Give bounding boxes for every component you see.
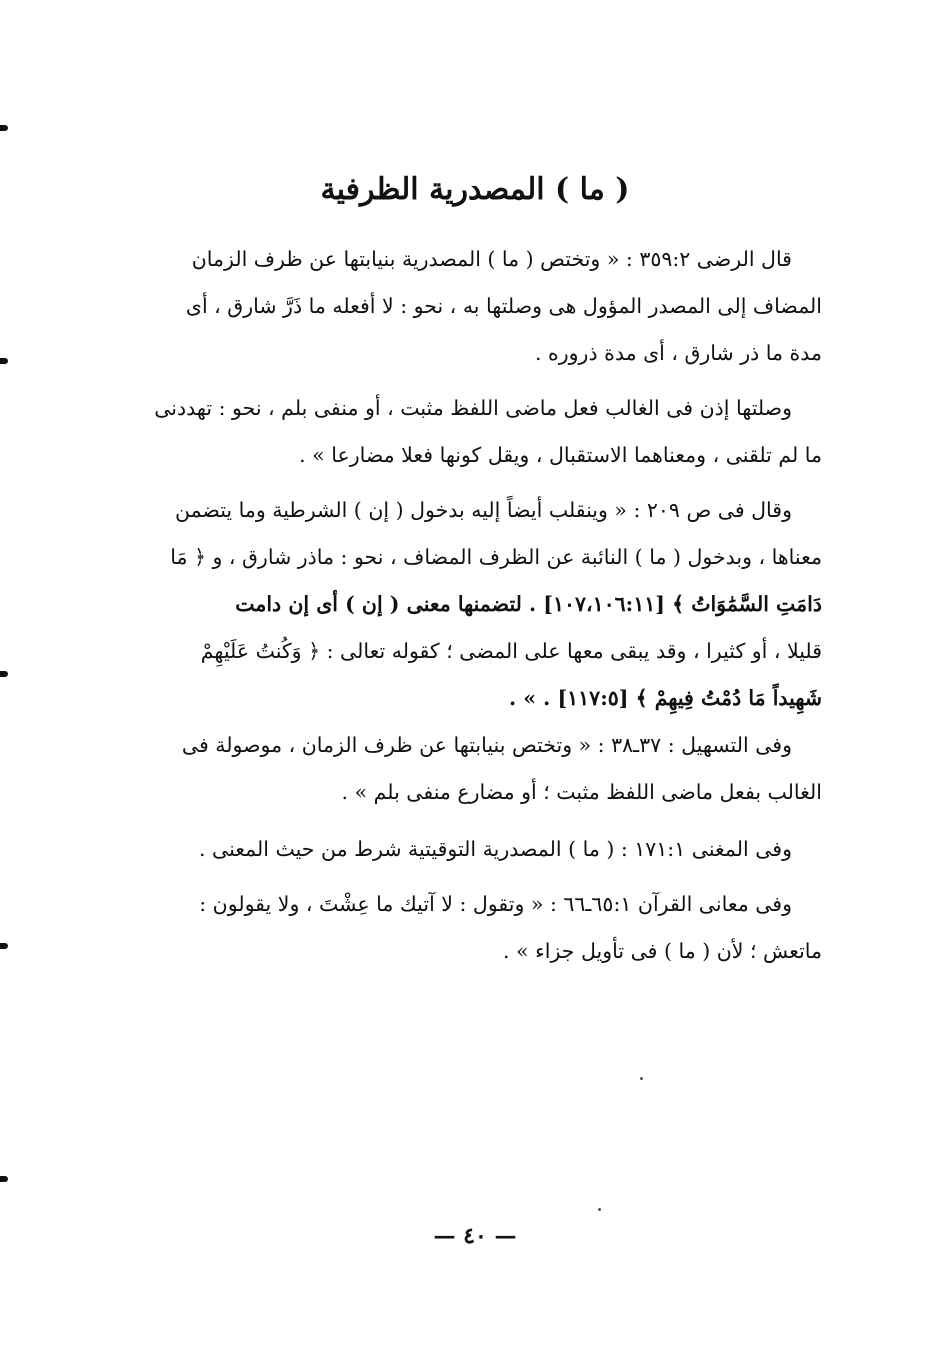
- scan-margin-mark: [0, 943, 8, 949]
- text-line: وفى المغنى ١٧١:١ : ( ما ) المصدرية التوقيتية شرط من حيث المعنى .: [198, 837, 792, 861]
- paragraph-maani-alquran: [92, 881, 822, 975]
- text-line: وصلتها إذن فى الغالب فعل ماضى اللفظ مثبت ، أو منفى بلم ، نحو : تهددنى: [154, 396, 792, 420]
- scan-margin-mark: [0, 1176, 8, 1182]
- text-line: وفى التسهيل : ٣٧ـ٣٨ : « وتختص بنيابتها عن ظرف الزمان ، موصولة فى: [181, 733, 792, 757]
- text-line: مدة ما ذر شارق ، أى مدة ذروره .: [534, 341, 822, 365]
- text-line: ماتعش ؛ لأن ( ما ) فى تأويل جزاء » .: [503, 939, 822, 963]
- paragraph-qala-page-209: [92, 487, 822, 722]
- scan-speck: [640, 1077, 643, 1080]
- text-line: وقال فى ص ٢٠٩ : « وينقلب أيضاً إليه بدخول ( إن ) الشرطية وما يتضمن: [174, 498, 792, 522]
- scan-margin-mark: [0, 125, 8, 131]
- text-line: الغالب بفعل ماضى اللفظ مثبت ؛ أو مضارع منفى بلم » .: [341, 780, 822, 804]
- paragraph-silatuha: [92, 385, 822, 479]
- paragraph-mughni: [92, 826, 822, 873]
- text-line: وفى معانى القرآن ٦٥:١ـ٦٦ : « وتقول : لا آتيك ما عِشْتَ ، ولا يقولون :: [199, 892, 792, 916]
- text-line: المضاف إلى المصدر المؤول هى وصلتها به ، نحو : لا أفعله ما ذَرَّ شارق ، أى: [185, 294, 822, 318]
- paragraph-tashil: [92, 722, 822, 816]
- text-line: قال الرضى ٣٥٩:٢ : « وتختص ( ما ) المصدرية بنيابتها عن ظرف الزمان: [191, 247, 792, 271]
- text-line-quran: شَهِيداً مَا دُمْتُ فِيهِمْ ﴾ [١١٧:٥] . » .: [508, 686, 822, 710]
- scan-speck: [598, 1208, 601, 1211]
- paragraph-radi: [92, 236, 822, 377]
- page-title: ( ما ) المصدرية الظرفية: [320, 172, 630, 208]
- text-line: قليلا ، أو كثيرا ، وقد يبقى معها على المضى ؛ كقوله تعالى : ﴿ وَكُنتُ عَلَيْهِمْ: [200, 639, 822, 663]
- text-line-quran: دَامَتِ السَّمَٰوَاتُ ﴾ [١٠٧،١٠٦:١١] . لتضمنها معنى ( إن ) أى إن دامت: [235, 592, 822, 616]
- scan-margin-mark: [0, 671, 8, 677]
- text-line: معناها ، وبدخول ( ما ) النائبة عن الظرف المضاف ، نحو : ماذر شارق ، و ﴿ مَا: [170, 545, 822, 569]
- page-number: — ٤٠ —: [433, 1223, 517, 1249]
- text-line: ما لم تلقنى ، ومعناهما الاستقبال ، ويقل كونها فعلا مضارعا » .: [299, 443, 822, 467]
- scan-margin-mark: [0, 358, 8, 364]
